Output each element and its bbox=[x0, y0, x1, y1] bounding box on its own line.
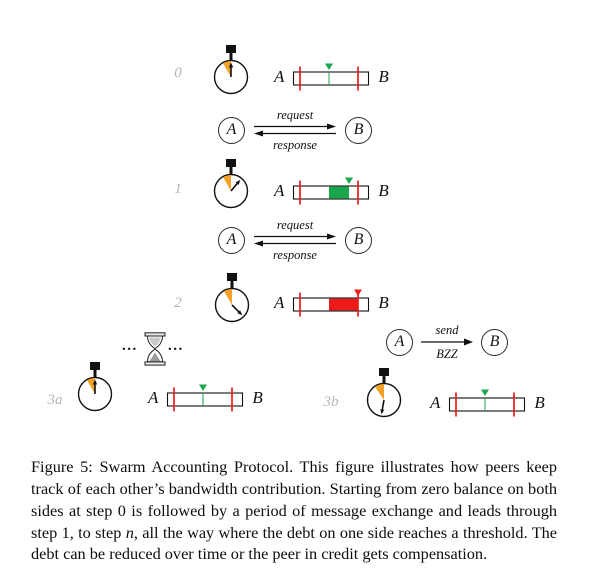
balance-pointer bbox=[481, 390, 489, 397]
peer-a-node bbox=[218, 227, 245, 254]
peer-a-label: A bbox=[430, 392, 441, 412]
peer-b-node-label: B bbox=[353, 121, 364, 138]
peer-a-node-label: A bbox=[226, 231, 237, 248]
request-label: request bbox=[276, 108, 314, 122]
balance-pointer bbox=[354, 290, 362, 297]
balance-bar-zero-icon bbox=[448, 383, 526, 421]
peer-b-label: B bbox=[534, 392, 545, 412]
peer-a-label: A bbox=[274, 292, 285, 312]
figure-caption bbox=[31, 456, 557, 565]
send-arrow-icon bbox=[420, 337, 474, 347]
peer-b-node bbox=[481, 329, 508, 356]
balance-bar-debt-icon bbox=[292, 283, 370, 321]
balance-bar-row-2 bbox=[274, 283, 389, 321]
hourglass-icon bbox=[144, 332, 166, 366]
peer-b-node bbox=[345, 227, 372, 254]
step-label-1: 1 bbox=[174, 181, 182, 197]
request-response-arrows-icon bbox=[252, 232, 338, 248]
request-response-group bbox=[252, 218, 338, 262]
stopwatch-icon bbox=[73, 360, 117, 416]
caption-text-after: , all the way where the debt on one side reaches a threshold. The debt can be reduced over time or the peer in credit gets compensation. bbox=[31, 522, 558, 564]
balance-pointer bbox=[199, 385, 207, 392]
credit-fill bbox=[329, 187, 349, 199]
peer-b-label: B bbox=[378, 66, 389, 86]
balance-bar-row-1 bbox=[274, 171, 389, 209]
peer-b-node-label: B bbox=[489, 333, 500, 350]
debt-fill bbox=[329, 299, 358, 311]
stopwatch-button bbox=[226, 45, 236, 53]
balance-pointer bbox=[325, 64, 333, 71]
message-exchange-2 bbox=[218, 216, 372, 264]
stopwatch-icon bbox=[209, 157, 253, 213]
peer-a-node-label: A bbox=[394, 333, 405, 350]
request-label: request bbox=[276, 218, 314, 232]
message-exchange-1 bbox=[218, 106, 372, 154]
response-label: response bbox=[273, 248, 317, 262]
balance-pointer bbox=[345, 178, 353, 185]
caption-variable-n: n bbox=[125, 522, 134, 542]
balance-bar-row-3a bbox=[148, 378, 263, 416]
step-label-3a: 3a bbox=[47, 392, 63, 408]
balance-bar-zero-icon bbox=[292, 57, 370, 95]
peer-a-node bbox=[386, 329, 413, 356]
step-label-0: 0 bbox=[174, 65, 182, 81]
request-response-arrows-icon bbox=[252, 122, 338, 138]
request-response-group bbox=[252, 108, 338, 152]
peer-b-label: B bbox=[252, 387, 263, 407]
send-label: send bbox=[435, 323, 459, 337]
balance-bar-row-0 bbox=[274, 57, 389, 95]
balance-bar-zero-icon bbox=[166, 378, 244, 416]
peer-a-node-label: A bbox=[226, 121, 237, 138]
step-label-2: 2 bbox=[174, 295, 182, 311]
peer-a-label: A bbox=[274, 66, 285, 86]
peer-a-label: A bbox=[274, 180, 285, 200]
peer-b-node-label: B bbox=[353, 231, 364, 248]
peer-b-label: B bbox=[378, 180, 389, 200]
step-label-3b: 3b bbox=[323, 394, 339, 410]
send-bzz-group bbox=[420, 323, 474, 361]
ellipsis-right: ... bbox=[168, 338, 184, 354]
peer-b-label: B bbox=[378, 292, 389, 312]
balance-bar-credit-icon bbox=[292, 171, 370, 209]
response-label: response bbox=[273, 138, 317, 152]
ellipsis-left: ... bbox=[122, 338, 138, 354]
peer-a-node bbox=[218, 117, 245, 144]
stopwatch-icon bbox=[209, 43, 253, 99]
bzz-label: BZZ bbox=[436, 347, 458, 361]
stopwatch-icon bbox=[210, 271, 254, 327]
peer-b-node bbox=[345, 117, 372, 144]
stopwatch-icon bbox=[362, 366, 406, 422]
send-bzz-exchange bbox=[386, 319, 508, 365]
caption-text-before: Figure 5: Swarm Accounting Protocol. This figure illustrates how peers keep track of each other’s bandwidth contribution. Starting from zero balance on both sides at step 0 is followed by a period of message exchange and leads through step 1, to step bbox=[31, 457, 557, 542]
balance-bar-row-3b bbox=[430, 383, 545, 421]
peer-a-label: A bbox=[148, 387, 159, 407]
